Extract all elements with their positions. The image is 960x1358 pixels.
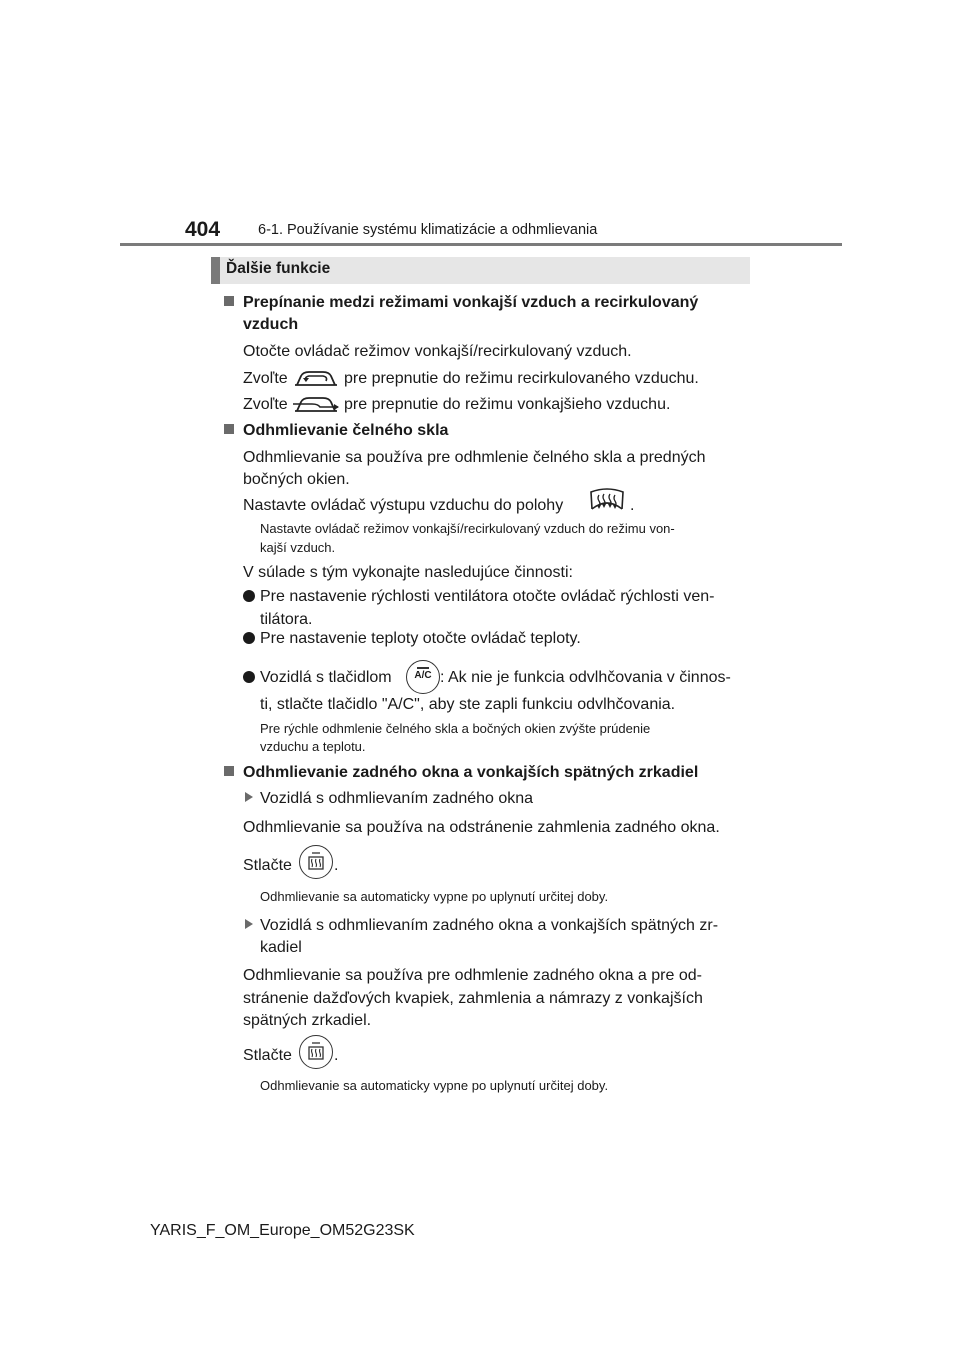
text-ac-instruction: : Ak nie je funkcia odvlhčovania v činnos- [440, 669, 731, 686]
windshield-defog-icon [589, 487, 625, 517]
subheading-rear-and-mirrors-line2: kadiel [260, 939, 302, 956]
text-outside-desc: pre prepnutie do režimu vonkajšieho vzduchu. [344, 396, 671, 413]
note-line: vzduchu a teplotu. [260, 739, 366, 754]
outside-air-icon [292, 391, 340, 417]
text-period: . [334, 857, 339, 874]
arrow-bullet-icon [245, 792, 253, 802]
text-recirc-desc: pre prepnutie do režimu recirkulovaného vzduchu. [344, 370, 699, 387]
section-title: Ďalšie funkcie [226, 260, 331, 277]
header-divider [120, 243, 842, 246]
rear-defogger-icon [299, 845, 333, 879]
paragraph: V súlade s tým vykonajte nasledujúce činnosti: [243, 564, 573, 581]
rear-defogger-icon [299, 1035, 333, 1069]
text-select: Zvoľte [243, 370, 288, 387]
note-line: kajší vzduch. [260, 540, 336, 555]
square-bullet-icon [224, 766, 234, 776]
note-auto-off: Odhmlievanie sa automaticky vypne po uplynutí určitej doby. [260, 889, 609, 904]
text-ac-instruction-line2: ti, stlačte tlačidlo "A/C", aby ste zapli funkciu odvlhčovania. [260, 696, 676, 713]
text-vehicles-with-button: Vozidlá s tlačidlom [260, 669, 392, 686]
square-bullet-icon [224, 424, 234, 434]
paragraph-line: stránenie dažďových kvapiek, zahmlenia a námrazy z vonkajších [243, 990, 703, 1007]
note-auto-off: Odhmlievanie sa automaticky vypne po uplynutí určitej doby. [260, 1078, 609, 1093]
heading-windshield-defog: Odhmlievanie čelného skla [243, 422, 449, 439]
round-bullet-icon [243, 590, 255, 602]
chapter-title: 6-1. Používanie systému klimatizácie a odhmlievania [258, 222, 598, 238]
bullet-temperature: Pre nastavenie teploty otočte ovládač teploty. [260, 630, 581, 647]
ac-button-label: A/C [414, 670, 432, 681]
ac-button-icon [406, 660, 440, 694]
note-line: Nastavte ovládač režimov vonkajší/recirkulovaný vzduch do režimu von- [260, 521, 675, 536]
text-period: . [334, 1047, 339, 1064]
bullet-fan-speed-line2: tilátora. [260, 611, 313, 628]
heading-rear-defog: Odhmlievanie zadného okna a vonkajších spätných zrkadiel [243, 764, 699, 781]
round-bullet-icon [243, 632, 255, 644]
paragraph: Otočte ovládač režimov vonkajší/recirkulovaný vzduch. [243, 343, 632, 360]
paragraph-line: Odhmlievanie sa používa pre odhmlenie zadného okna a pre od- [243, 967, 702, 984]
bullet-fan-speed-line1: Pre nastavenie rýchlosti ventilátora otočte ovládač rýchlosti ven- [260, 588, 715, 605]
paragraph-line: bočných okien. [243, 471, 350, 488]
square-bullet-icon [224, 296, 234, 306]
text-period: . [630, 497, 635, 514]
subheading-rear-and-mirrors-line1: Vozidlá s odhmlievaním zadného okna a vonkajších spätných zr- [260, 917, 719, 934]
round-bullet-icon [243, 671, 255, 683]
document-code: YARIS_F_OM_Europe_OM52G23SK [150, 1222, 415, 1239]
text-press: Stlačte [243, 1047, 292, 1064]
note-line: Pre rýchle odhmlenie čelného skla a bočných okien zvýšte prúdenie [260, 721, 651, 736]
paragraph-line: spätných zrkadiel. [243, 1012, 372, 1029]
paragraph-line: Odhmlievanie sa používa pre odhmlenie čelného skla a predných [243, 449, 706, 466]
subheading-rear-window: Vozidlá s odhmlievaním zadného okna [260, 790, 534, 807]
heading-air-mode-line2: vzduch [243, 316, 299, 333]
section-title-accent [211, 257, 220, 284]
text-set-outlet: Nastavte ovládač výstupu vzduchu do polohy [243, 497, 564, 514]
heading-air-mode-line1: Prepínanie medzi režimami vonkajší vzduch a recirkulovaný [243, 294, 699, 311]
arrow-bullet-icon [245, 919, 253, 929]
text-press: Stlačte [243, 857, 292, 874]
paragraph: Odhmlievanie sa používa na odstránenie zahmlenia zadného okna. [243, 819, 720, 836]
text-select: Zvoľte [243, 396, 288, 413]
recirculation-air-icon [292, 365, 340, 391]
page-number: 404 [185, 218, 221, 241]
